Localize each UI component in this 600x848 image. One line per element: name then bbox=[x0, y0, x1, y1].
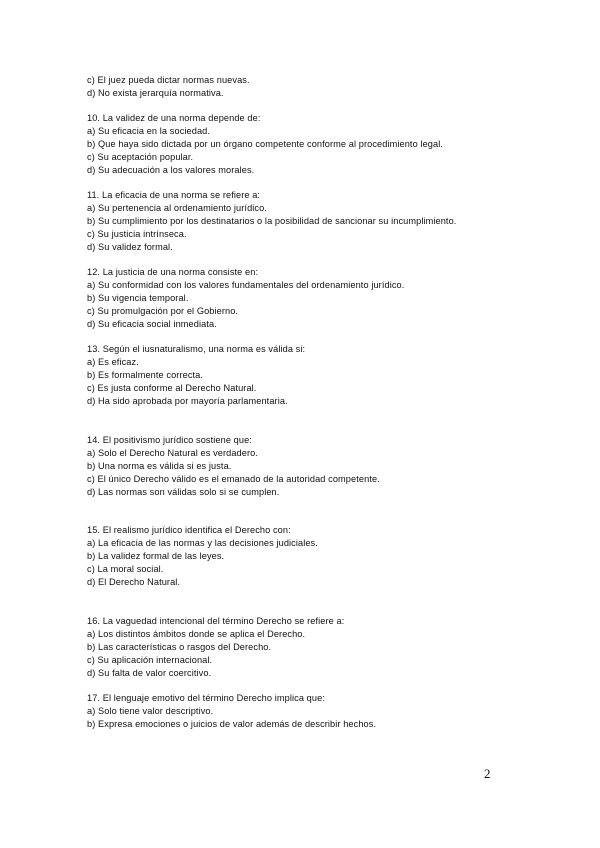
option-a: a) Su pertenencia al ordenamiento jurídico. bbox=[87, 203, 267, 214]
question-title: 17. El lenguaje emotivo del término Derecho implica que: bbox=[87, 693, 325, 704]
option-c: c) Su justicia intrínseca. bbox=[87, 229, 187, 240]
option-c: c) Su aceptación popular. bbox=[87, 152, 194, 163]
option-c: c) El juez pueda dictar normas nuevas. bbox=[87, 75, 250, 85]
question-17 bbox=[87, 692, 507, 731]
question-15 bbox=[87, 524, 507, 589]
option-b: b) Su vigencia temporal. bbox=[87, 293, 189, 304]
option-b: b) Que haya sido dictada por un órgano competente conforme al procedimiento legal. bbox=[87, 139, 444, 150]
page-number: 2 bbox=[484, 766, 491, 781]
option-d: d) Su falta de valor coercitivo. bbox=[87, 667, 212, 678]
question-title: 11. La eficacia de una norma se refiere a: bbox=[87, 190, 261, 201]
option-d: d) Las normas son válidas solo si se cumplen. bbox=[87, 486, 280, 497]
option-b: b) Una norma es válida si es justa. bbox=[87, 460, 232, 471]
option-a: a) Solo tiene valor descriptivo. bbox=[87, 705, 214, 716]
question-12 bbox=[87, 266, 507, 331]
option-a: a) Los distintos ámbitos donde se aplica el Derecho. bbox=[87, 628, 306, 639]
page-content bbox=[87, 74, 507, 731]
question-13 bbox=[87, 343, 507, 408]
option-c: c) Su promulgación por el Gobierno. bbox=[87, 306, 239, 317]
question-title: 16. La vaguedad intencional del término Derecho se refiere a: bbox=[87, 616, 345, 626]
option-a: a) La eficacia de las normas y las decisiones judiciales. bbox=[87, 538, 318, 549]
option-b: b) Su cumplimiento por los destinatarios o la posibilidad de sancionar su incumplimiento. bbox=[87, 216, 457, 227]
option-a: a) Su conformidad con los valores fundamentales del ordenamiento jurídico. bbox=[87, 280, 405, 291]
question-14 bbox=[87, 434, 507, 499]
option-d: d) Su eficacia social inmediata. bbox=[87, 319, 217, 329]
option-d: d) Su adecuación a los valores morales. bbox=[87, 164, 255, 175]
leading-options bbox=[87, 74, 507, 100]
question-10 bbox=[87, 112, 507, 177]
option-c: c) Su aplicación internacional. bbox=[87, 654, 213, 665]
question-title: 14. El positivismo jurídico sostiene que: bbox=[87, 434, 252, 445]
question-title: 10. La validez de una norma depende de: bbox=[87, 113, 261, 124]
option-d: d) Su validez formal. bbox=[87, 241, 173, 252]
option-a: a) Es eficaz. bbox=[87, 357, 139, 368]
option-b: b) Las características o rasgos del Derecho. bbox=[87, 641, 272, 652]
question-title: 13. Según el iusnaturalismo, una norma es válida si: bbox=[87, 344, 306, 355]
option-a: a) Solo el Derecho Natural es verdadero. bbox=[87, 447, 258, 458]
option-b: b) Es formalmente correcta. bbox=[87, 370, 204, 381]
option-d: d) Ha sido aprobada por mayoría parlamentaria. bbox=[87, 396, 288, 407]
option-d: d) No exista jerarquía normativa. bbox=[87, 87, 224, 98]
question-title: 12. La justicia de una norma consiste en: bbox=[87, 267, 259, 278]
option-b: b) Expresa emociones o juicios de valor además de describir hechos. bbox=[87, 718, 377, 729]
question-11 bbox=[87, 189, 507, 254]
option-b: b) La validez formal de las leyes. bbox=[87, 551, 225, 562]
option-c: c) Es justa conforme al Derecho Natural. bbox=[87, 383, 257, 394]
question-16 bbox=[87, 615, 507, 680]
question-title: 15. El realismo jurídico identifica el Derecho con: bbox=[87, 525, 291, 536]
option-d: d) El Derecho Natural. bbox=[87, 577, 181, 588]
option-c: c) El único Derecho válido es el emanado de la autoridad competente. bbox=[87, 473, 380, 484]
option-a: a) Su eficacia en la sociedad. bbox=[87, 126, 211, 137]
option-c: c) La moral social. bbox=[87, 564, 164, 575]
